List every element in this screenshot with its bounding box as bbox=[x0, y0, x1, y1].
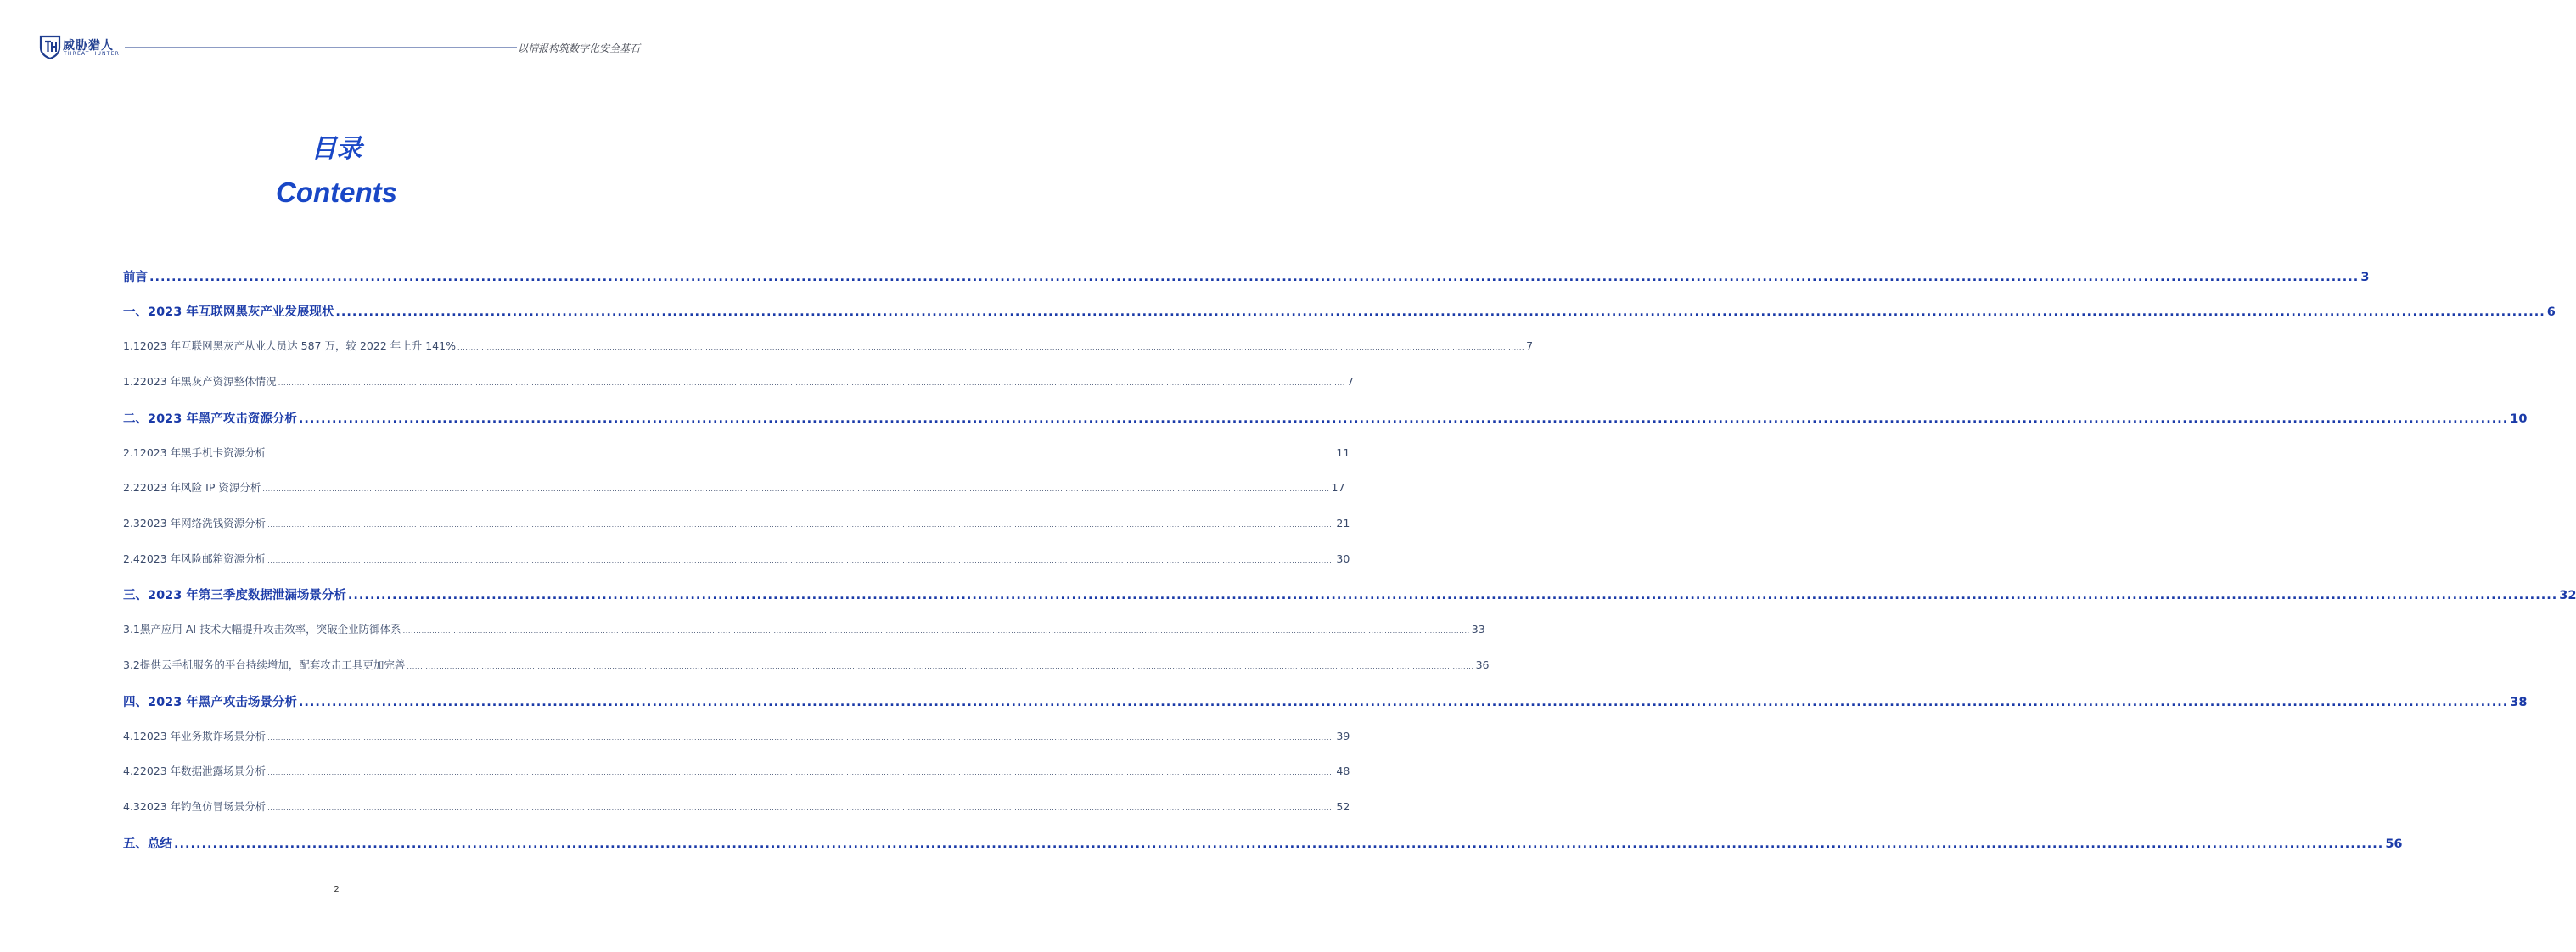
toc-dot-leader: ................................................................................................................................................................................................................................................................................................................................................................................................................ bbox=[174, 837, 2384, 851]
toc-entry-title: 二、2023 年黑产攻击资源分析 bbox=[123, 412, 297, 426]
toc-section-entry[interactable] bbox=[123, 798, 1350, 819]
toc-entry-page: 7 bbox=[1526, 339, 1534, 352]
toc-entry-page: 56 bbox=[2385, 837, 2403, 851]
toc-entry-page: 10 bbox=[2510, 412, 2528, 426]
toc-entry-page: 7 bbox=[1346, 375, 1354, 388]
toc-dot-leader: ................................................................................................................................................................................................................................................................................................................................................................................................................ bbox=[335, 305, 2545, 319]
toc-entry-number: 4.1 bbox=[123, 730, 140, 742]
toc-chapter-entry[interactable] bbox=[123, 834, 2403, 854]
toc-entry-page: 30 bbox=[1336, 552, 1350, 565]
toc-entry-number: 2.3 bbox=[123, 517, 140, 529]
toc-dot-leader: ................................................................................................................................................................................................................................................................................................................................................................................................................ bbox=[298, 412, 2509, 426]
toc-entry-page: 48 bbox=[1336, 764, 1350, 777]
toc-title-en: Contents bbox=[276, 176, 397, 208]
toc-entry-title: 黑产应用 AI 技术大幅提升攻击效率，突破企业防御体系 bbox=[139, 623, 401, 636]
toc-dot-leader: ................................................................................................................................................................................................................................................................................................................................................................................................................ bbox=[267, 557, 1335, 564]
toc-entry-title: 提供云手机服务的平台持续增加，配套攻击工具更加完善 bbox=[139, 658, 406, 671]
toc-entry-page: 32 bbox=[2559, 589, 2576, 602]
toc-section-entry[interactable] bbox=[123, 373, 1354, 394]
toc-entry-title: 2023 年黑手机卡资源分析 bbox=[139, 446, 267, 459]
toc-entry-title: 2023 年风险邮箱资源分析 bbox=[139, 552, 267, 565]
page-number: 2 bbox=[334, 885, 340, 894]
toc-dot-leader: ................................................................................................................................................................................................................................................................................................................................................................................................................ bbox=[267, 451, 1335, 458]
toc-dot-leader: ................................................................................................................................................................................................................................................................................................................................................................................................................ bbox=[262, 485, 1330, 493]
toc-entry-title: 一、2023 年互联网黑灰产业发展现状 bbox=[123, 305, 334, 319]
toc-entry-number: 2.2 bbox=[123, 481, 140, 494]
toc-entry-number: 3.1 bbox=[123, 623, 140, 636]
toc-section-entry[interactable] bbox=[123, 551, 1350, 571]
toc-entry-title: 2023 年网络洗钱资源分析 bbox=[139, 517, 267, 529]
toc-entry-title: 2023 年互联网黑灰产从业人员达 587 万，较 2022 年上升 141% bbox=[139, 339, 456, 352]
logo-text-en: THREAT HUNTER bbox=[64, 51, 120, 57]
toc-dot-leader: ................................................................................................................................................................................................................................................................................................................................................................................................................ bbox=[347, 589, 2558, 602]
toc-entry-page: 6 bbox=[2546, 305, 2556, 319]
toc-section-entry[interactable] bbox=[123, 445, 1350, 465]
toc-dot-leader: ................................................................................................................................................................................................................................................................................................................................................................................................................ bbox=[457, 344, 1525, 351]
toc-chapter-entry[interactable] bbox=[123, 267, 2370, 288]
toc-chapter-entry[interactable] bbox=[123, 409, 2528, 429]
toc-entry-page: 21 bbox=[1336, 517, 1350, 529]
toc-entry-page: 3 bbox=[2360, 271, 2370, 284]
toc-section-entry[interactable] bbox=[123, 338, 1534, 358]
toc-dot-leader: ................................................................................................................................................................................................................................................................................................................................................................................................................ bbox=[298, 696, 2509, 709]
toc-entry-number: 4.3 bbox=[123, 800, 140, 813]
toc-section-entry[interactable] bbox=[123, 515, 1350, 535]
toc-entry-title: 2023 年风险 IP 资源分析 bbox=[139, 481, 261, 494]
toc-entry-title: 三、2023 年第三季度数据泄漏场景分析 bbox=[123, 589, 346, 602]
header-slogan: 以情报构筑数字化安全基石 bbox=[517, 42, 640, 54]
toc-dot-leader: ................................................................................................................................................................................................................................................................................................................................................................................................................ bbox=[267, 521, 1335, 529]
toc-dot-leader: ................................................................................................................................................................................................................................................................................................................................................................................................................ bbox=[402, 627, 1470, 635]
toc-dot-leader: ................................................................................................................................................................................................................................................................................................................................................................................................................ bbox=[149, 271, 2360, 284]
toc-entry-title: 四、2023 年黑产攻击场景分析 bbox=[123, 696, 297, 709]
brand-logo bbox=[37, 32, 139, 61]
toc-chapter-entry[interactable] bbox=[123, 302, 2556, 322]
toc-dot-leader: ................................................................................................................................................................................................................................................................................................................................................................................................................ bbox=[407, 663, 1474, 670]
header-divider bbox=[125, 47, 517, 48]
toc-entry-page: 33 bbox=[1471, 623, 1485, 636]
toc-entry-title: 2023 年数据泄露场景分析 bbox=[139, 764, 267, 777]
toc-chapter-entry[interactable] bbox=[123, 585, 2576, 606]
toc-section-entry[interactable] bbox=[123, 621, 1485, 641]
toc-entry-title: 五、总结 bbox=[123, 837, 172, 851]
toc-section-entry[interactable] bbox=[123, 479, 1345, 500]
page-header bbox=[37, 32, 640, 61]
logo-text-cn: 威胁猎人 bbox=[63, 39, 114, 53]
toc-entry-number: 3.2 bbox=[123, 658, 140, 671]
toc-entry-page: 52 bbox=[1336, 800, 1350, 813]
toc-section-entry[interactable] bbox=[123, 657, 1490, 677]
toc-dot-leader: ................................................................................................................................................................................................................................................................................................................................................................................................................ bbox=[278, 379, 1345, 387]
toc-entry-title: 2023 年钓鱼仿冒场景分析 bbox=[139, 800, 267, 813]
toc-section-entry[interactable] bbox=[123, 728, 1350, 748]
toc-entry-page: 11 bbox=[1336, 446, 1350, 459]
toc-entry-page: 17 bbox=[1331, 481, 1345, 494]
toc-dot-leader: ................................................................................................................................................................................................................................................................................................................................................................................................................ bbox=[267, 734, 1335, 742]
toc-entry-title: 2023 年业务欺诈场景分析 bbox=[139, 730, 267, 742]
shield-logo-icon bbox=[37, 34, 63, 59]
toc-entry-number: 1.2 bbox=[123, 375, 140, 388]
toc-entry-page: 38 bbox=[2510, 696, 2528, 709]
toc-entry-number: 2.4 bbox=[123, 552, 140, 565]
toc-section-entry[interactable] bbox=[123, 763, 1350, 783]
toc-dot-leader: ................................................................................................................................................................................................................................................................................................................................................................................................................ bbox=[267, 769, 1335, 776]
toc-chapter-entry[interactable] bbox=[123, 692, 2528, 713]
toc-entry-number: 1.1 bbox=[123, 339, 140, 352]
toc-entry-number: 2.1 bbox=[123, 446, 140, 459]
toc-entry-page: 36 bbox=[1475, 658, 1490, 671]
toc-dot-leader: ................................................................................................................................................................................................................................................................................................................................................................................................................ bbox=[267, 804, 1335, 812]
toc-entry-title: 2023 年黑灰产资源整体情况 bbox=[139, 375, 277, 388]
toc-entry-page: 39 bbox=[1336, 730, 1350, 742]
toc-title-cn: 目录 bbox=[311, 134, 362, 164]
toc-entry-number: 4.2 bbox=[123, 764, 140, 777]
toc-entry-title: 前言 bbox=[123, 271, 148, 284]
